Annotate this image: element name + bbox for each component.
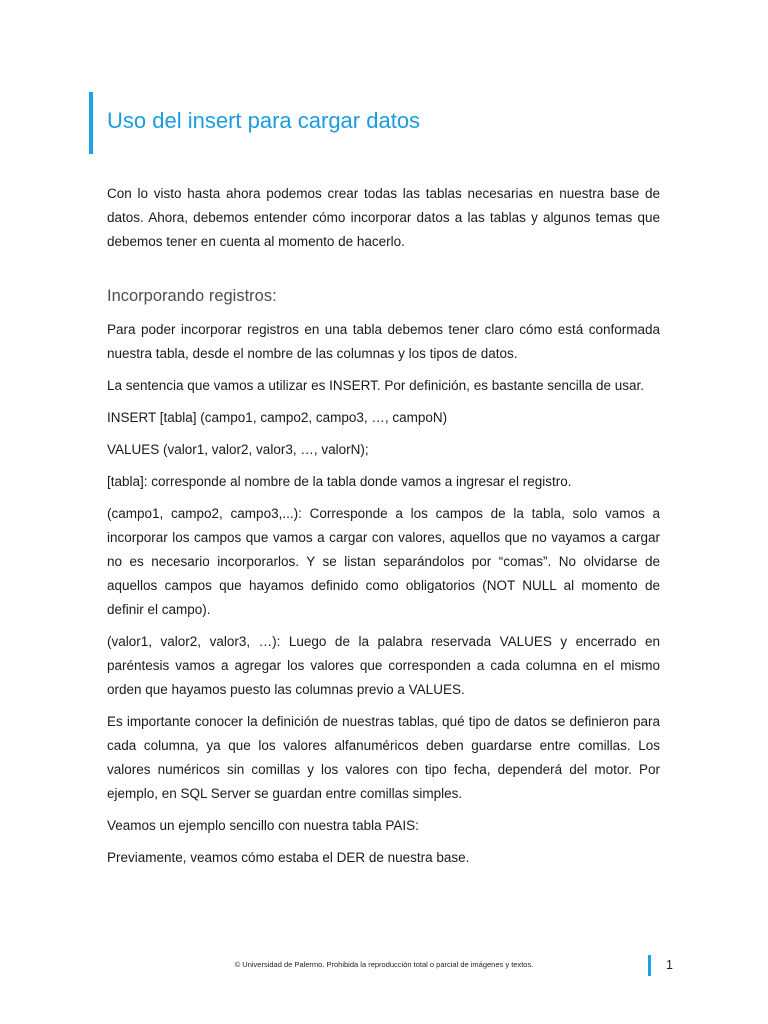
sql-syntax-line: INSERT [tabla] (campo1, campo2, campo3, …, campoN) <box>107 410 448 425</box>
page-number: 1 <box>666 958 673 972</box>
document-body <box>107 182 660 878</box>
body-paragraph: (valor1, valor2, valor3, …): Luego de la palabra reservada VALUES y encerrado en paréntesis vamos a agregar los valores que corresponden a cada columna en el mismo orden que hayamos puesto las columnas previo a VALUES. <box>107 634 660 697</box>
body-paragraph: (campo1, campo2, campo3,...): Corresponde a los campos de la tabla, solo vamos a incorporar los campos que vamos a cargar con valores, aquellos que no vayamos a cargar no es necesario incorporarlos. Y se listan separándolos por “comas”. No olvidarse de aquellos campos que hayamos definido como obligatorios (NOT NULL al momento de definir el campo). <box>107 506 660 617</box>
body-paragraph: Previamente, veamos cómo estaba el DER de nuestra base. <box>107 850 470 865</box>
section-heading: Incorporando registros: <box>107 287 277 305</box>
body-paragraph: Es importante conocer la definición de nuestras tablas, qué tipo de datos se definieron para cada columna, ya que los valores alfanuméricos deben guardarse entre comillas. Los valores numéricos sin comillas y los valores con tipo fecha, dependerá del motor. Por ejemplo, en SQL Server se guardan entre comillas simples. <box>107 714 660 801</box>
intro-paragraph: Con lo visto hasta ahora podemos crear todas las tablas necesarias en nuestra base de datos. Ahora, debemos entender cómo incorporar datos a las tablas y algunos temas que debemos tener en cuenta al momento de hacerlo. <box>107 186 660 249</box>
body-paragraph: [tabla]: corresponde al nombre de la tabla donde vamos a ingresar el registro. <box>107 474 572 489</box>
footer-copyright: © Universidad de Palermo. Prohibida la reproducción total o parcial de imágenes y textos. <box>234 960 534 969</box>
body-paragraph: Veamos un ejemplo sencillo con nuestra tabla PAIS: <box>107 818 419 833</box>
sql-syntax-line: VALUES (valor1, valor2, valor3, …, valorN); <box>107 442 369 457</box>
page-number-accent-bar <box>648 955 651 976</box>
title-accent-bar <box>89 92 93 154</box>
body-paragraph: La sentencia que vamos a utilizar es INSERT. Por definición, es bastante sencilla de usar. <box>107 378 645 393</box>
body-paragraph: Para poder incorporar registros en una tabla debemos tener claro cómo está conformada nuestra tabla, desde el nombre de las columnas y los tipos de datos. <box>107 322 660 361</box>
page-title: Uso del insert para cargar datos <box>107 108 421 133</box>
